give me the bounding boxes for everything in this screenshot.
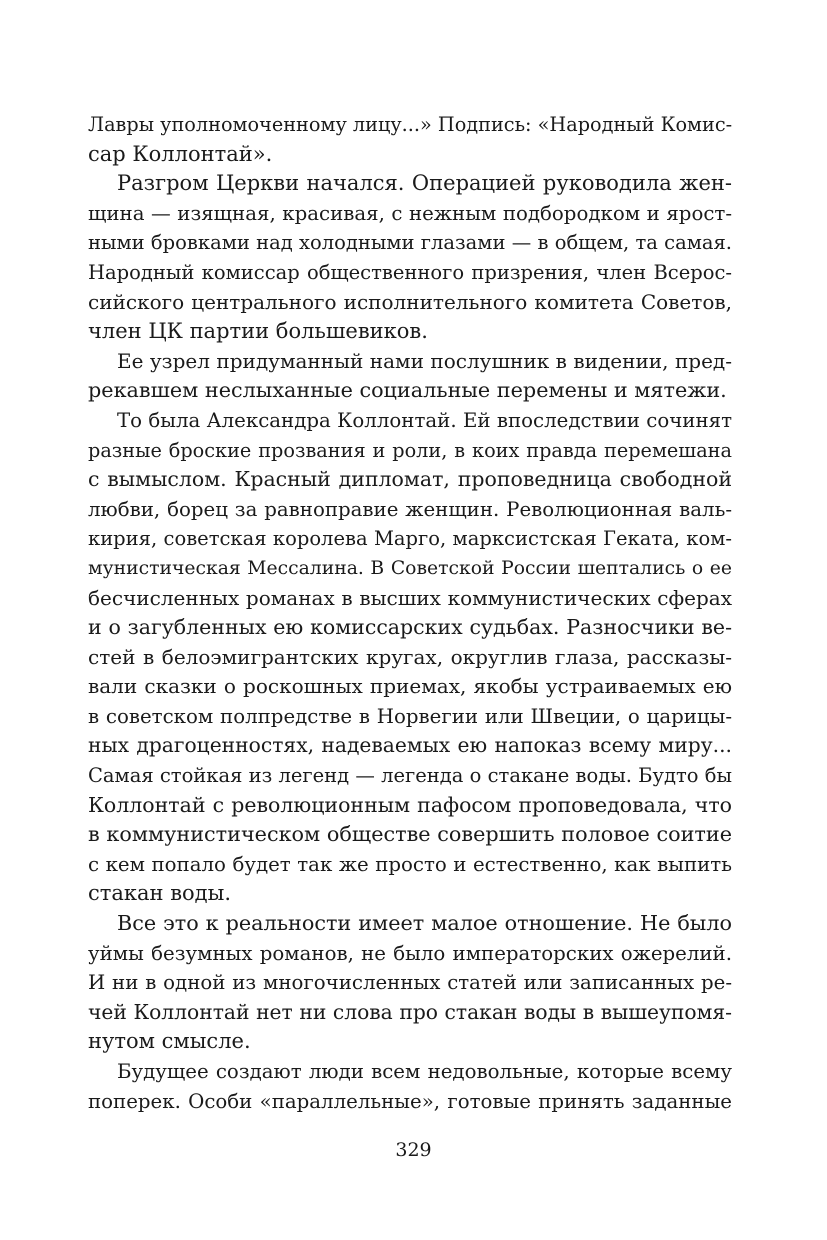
text-line: сийского центрального исполнительного комитета Советов,	[88, 289, 732, 314]
text-line: стакан воды.	[88, 881, 232, 906]
text-line: в коммунистическом обществе совершить половое соитие	[88, 822, 732, 847]
text-line: ных драгоценностях, надеваемых ею напоказ всему миру...	[88, 733, 732, 758]
text-line: с кем попало будет так же просто и естественно, как выпить	[88, 852, 732, 876]
text-line: рекавшем неслыханные социальные перемены и мятежи.	[88, 378, 727, 403]
paragraph-4	[88, 406, 732, 909]
text-line: стей в белоэмигрантских кругах, округлив глаза, рассказы-	[88, 644, 732, 669]
paragraph-6	[88, 1057, 732, 1116]
text-line: кирия, советская королева Марго, марксистская Геката, ком-	[88, 527, 732, 551]
text-line: Разгром Церкви начался. Операцией руководила жен-	[117, 171, 732, 196]
text-line: Ее узрел придуманный нами послушник в видении, пред-	[117, 348, 732, 373]
paragraph-5	[88, 909, 732, 1057]
text-line: нутом смысле.	[88, 1029, 251, 1054]
text-line: чей Коллонтай нет ни слова про стакан воды в вышеупомя-	[88, 999, 732, 1024]
text-line: и о загубленных ею комиссарских судьбах. Разносчики ве-	[88, 615, 732, 640]
text-line: Коллонтай с революционным пафосом проповедовала, что	[88, 792, 732, 817]
text-line: в советском полпредстве в Норвегии или Швеции, о царицы-	[88, 704, 732, 728]
text-line: И ни в одной из многочисленных статей или записанных ре-	[88, 971, 732, 995]
text-line: поперек. Особи «параллельные», готовые принять заданные	[88, 1089, 732, 1113]
page-body	[88, 110, 732, 1116]
text-line: Лавры уполномоченному лицу...» Подпись: «Народный Комис-	[88, 113, 732, 136]
text-line: ными бровками над холодными глазами — в общем, та самая.	[88, 231, 732, 255]
text-line: Будущее создают люди всем недовольные, которые всему	[117, 1060, 732, 1083]
page-number: 329	[395, 1139, 432, 1161]
text-line: щина — изящная, красивая, с нежным подбородком и ярост-	[88, 201, 732, 225]
text-line: То была Александра Коллонтай. Ей впоследствии сочинят	[117, 408, 732, 432]
text-line: мунистическая Мессалина. В Советской России шептались о ее	[88, 557, 732, 579]
text-line: вали сказки о роскошных приемах, якобы устраиваемых ею	[88, 674, 732, 699]
text-line: бесчисленных романах в высших коммунистических сферах	[88, 585, 732, 610]
text-line: Самая стойкая из легенд — легенда о стакане воды. Будто бы	[88, 764, 732, 788]
paragraph-2	[88, 169, 732, 347]
text-line: сар Коллонтай».	[88, 141, 273, 166]
text-line: разные броские прозвания и роли, в коих правда перемешана	[88, 438, 732, 462]
text-line: уймы безумных романов, не было императорских ожерелий.	[88, 941, 732, 965]
text-line: Все это к реальности имеет малое отношение. Не было	[117, 911, 732, 936]
paragraph-3	[88, 347, 732, 406]
text-line: член ЦК партии большевиков.	[88, 319, 428, 344]
text-line: с вымыслом. Красный дипломат, проповедница свободной	[88, 467, 732, 492]
paragraph-1	[88, 110, 732, 169]
text-line: Народный комиссар общественного призрения, член Всерос-	[88, 260, 732, 284]
text-line: любви, борец за равноправие женщин. Революционная валь-	[88, 497, 732, 521]
